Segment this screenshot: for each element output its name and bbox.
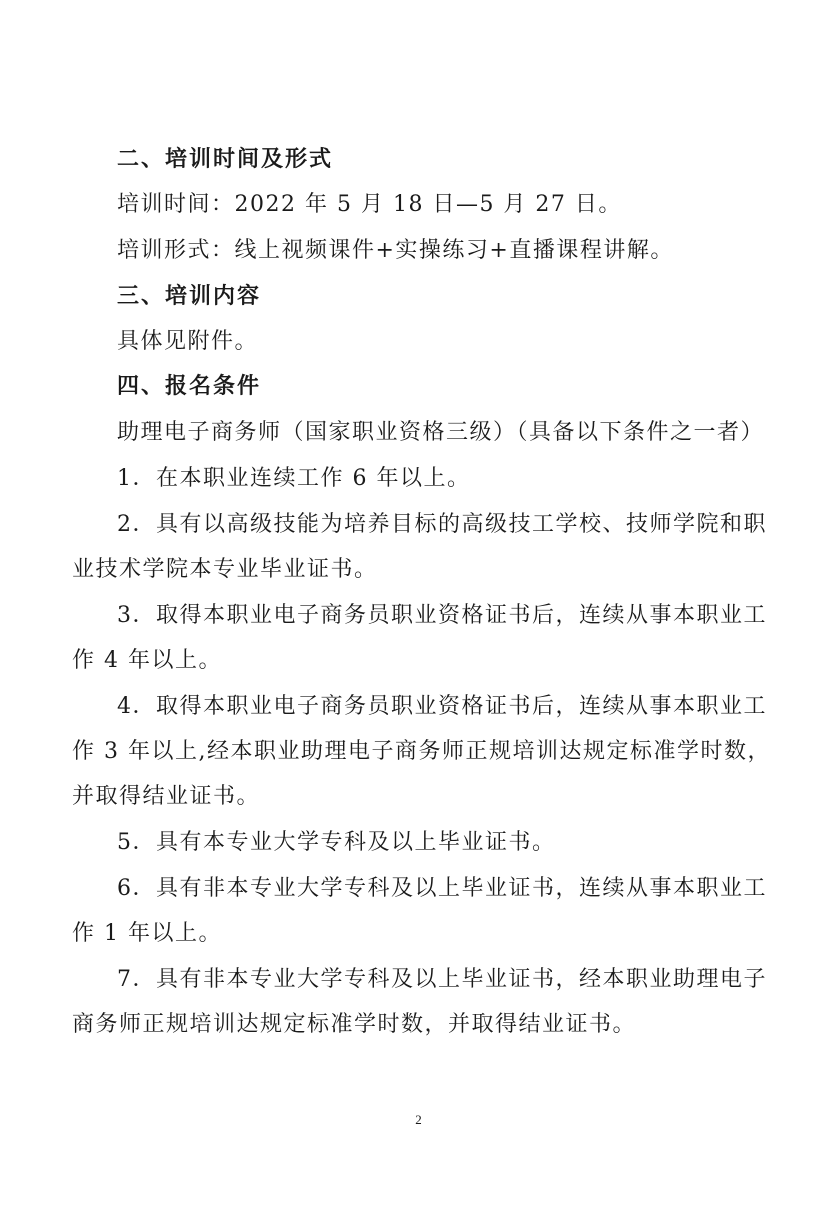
- training-time-text: 培训时间：2022 年 5 月 18 日—5 月 27 日。: [117, 192, 622, 217]
- requirement-item-2-line-1: 2．具有以高级技能为培养目标的高级技工学校、技师学院和职: [117, 512, 767, 537]
- requirements-intro: 助理电子商务师（国家职业资格三级）（具备以下条件之一者）: [117, 420, 765, 445]
- section-heading-training-content: 三、培训内容: [117, 284, 262, 309]
- requirement-item-2-line-2: 业技术学院本专业毕业证书。: [72, 557, 378, 582]
- requirement-item-4-line-1: 4．取得本职业电子商务员职业资格证书后，连续从事本职业工: [117, 694, 767, 719]
- requirement-item-4-line-3: 并取得结业证书。: [72, 784, 261, 809]
- training-content-text: 具体见附件。: [117, 329, 259, 354]
- requirement-item-5-line-1: 5．具有本专业大学专科及以上毕业证书。: [117, 830, 556, 855]
- requirement-item-6-line-2: 作 1 年以上。: [72, 921, 222, 946]
- requirement-item-3-line-1: 3．取得本职业电子商务员职业资格证书后，连续从事本职业工: [117, 603, 767, 628]
- requirement-item-3-line-2: 作 4 年以上。: [72, 648, 222, 673]
- requirement-item-7-line-1: 7．具有非本专业大学专科及以上毕业证书，经本职业助理电子: [117, 967, 767, 992]
- page-number: 2: [415, 1112, 422, 1127]
- requirement-item-6-line-1: 6．具有非本专业大学专科及以上毕业证书，连续从事本职业工: [117, 876, 767, 901]
- training-form-text: 培训形式：线上视频课件+实操练习+直播课程讲解。: [117, 238, 674, 263]
- section-heading-requirements: 四、报名条件: [117, 374, 262, 399]
- requirement-item-4-line-2: 作 3 年以上,经本职业助理电子商务师正规培训达规定标准学时数，: [72, 739, 771, 764]
- section-heading-training-time-form: 二、培训时间及形式: [117, 147, 334, 172]
- requirement-item-7-line-2: 商务师正规培训达规定标准学时数，并取得结业证书。: [72, 1012, 637, 1037]
- requirement-item-1-line-1: 1．在本职业连续工作 6 年以上。: [117, 466, 471, 491]
